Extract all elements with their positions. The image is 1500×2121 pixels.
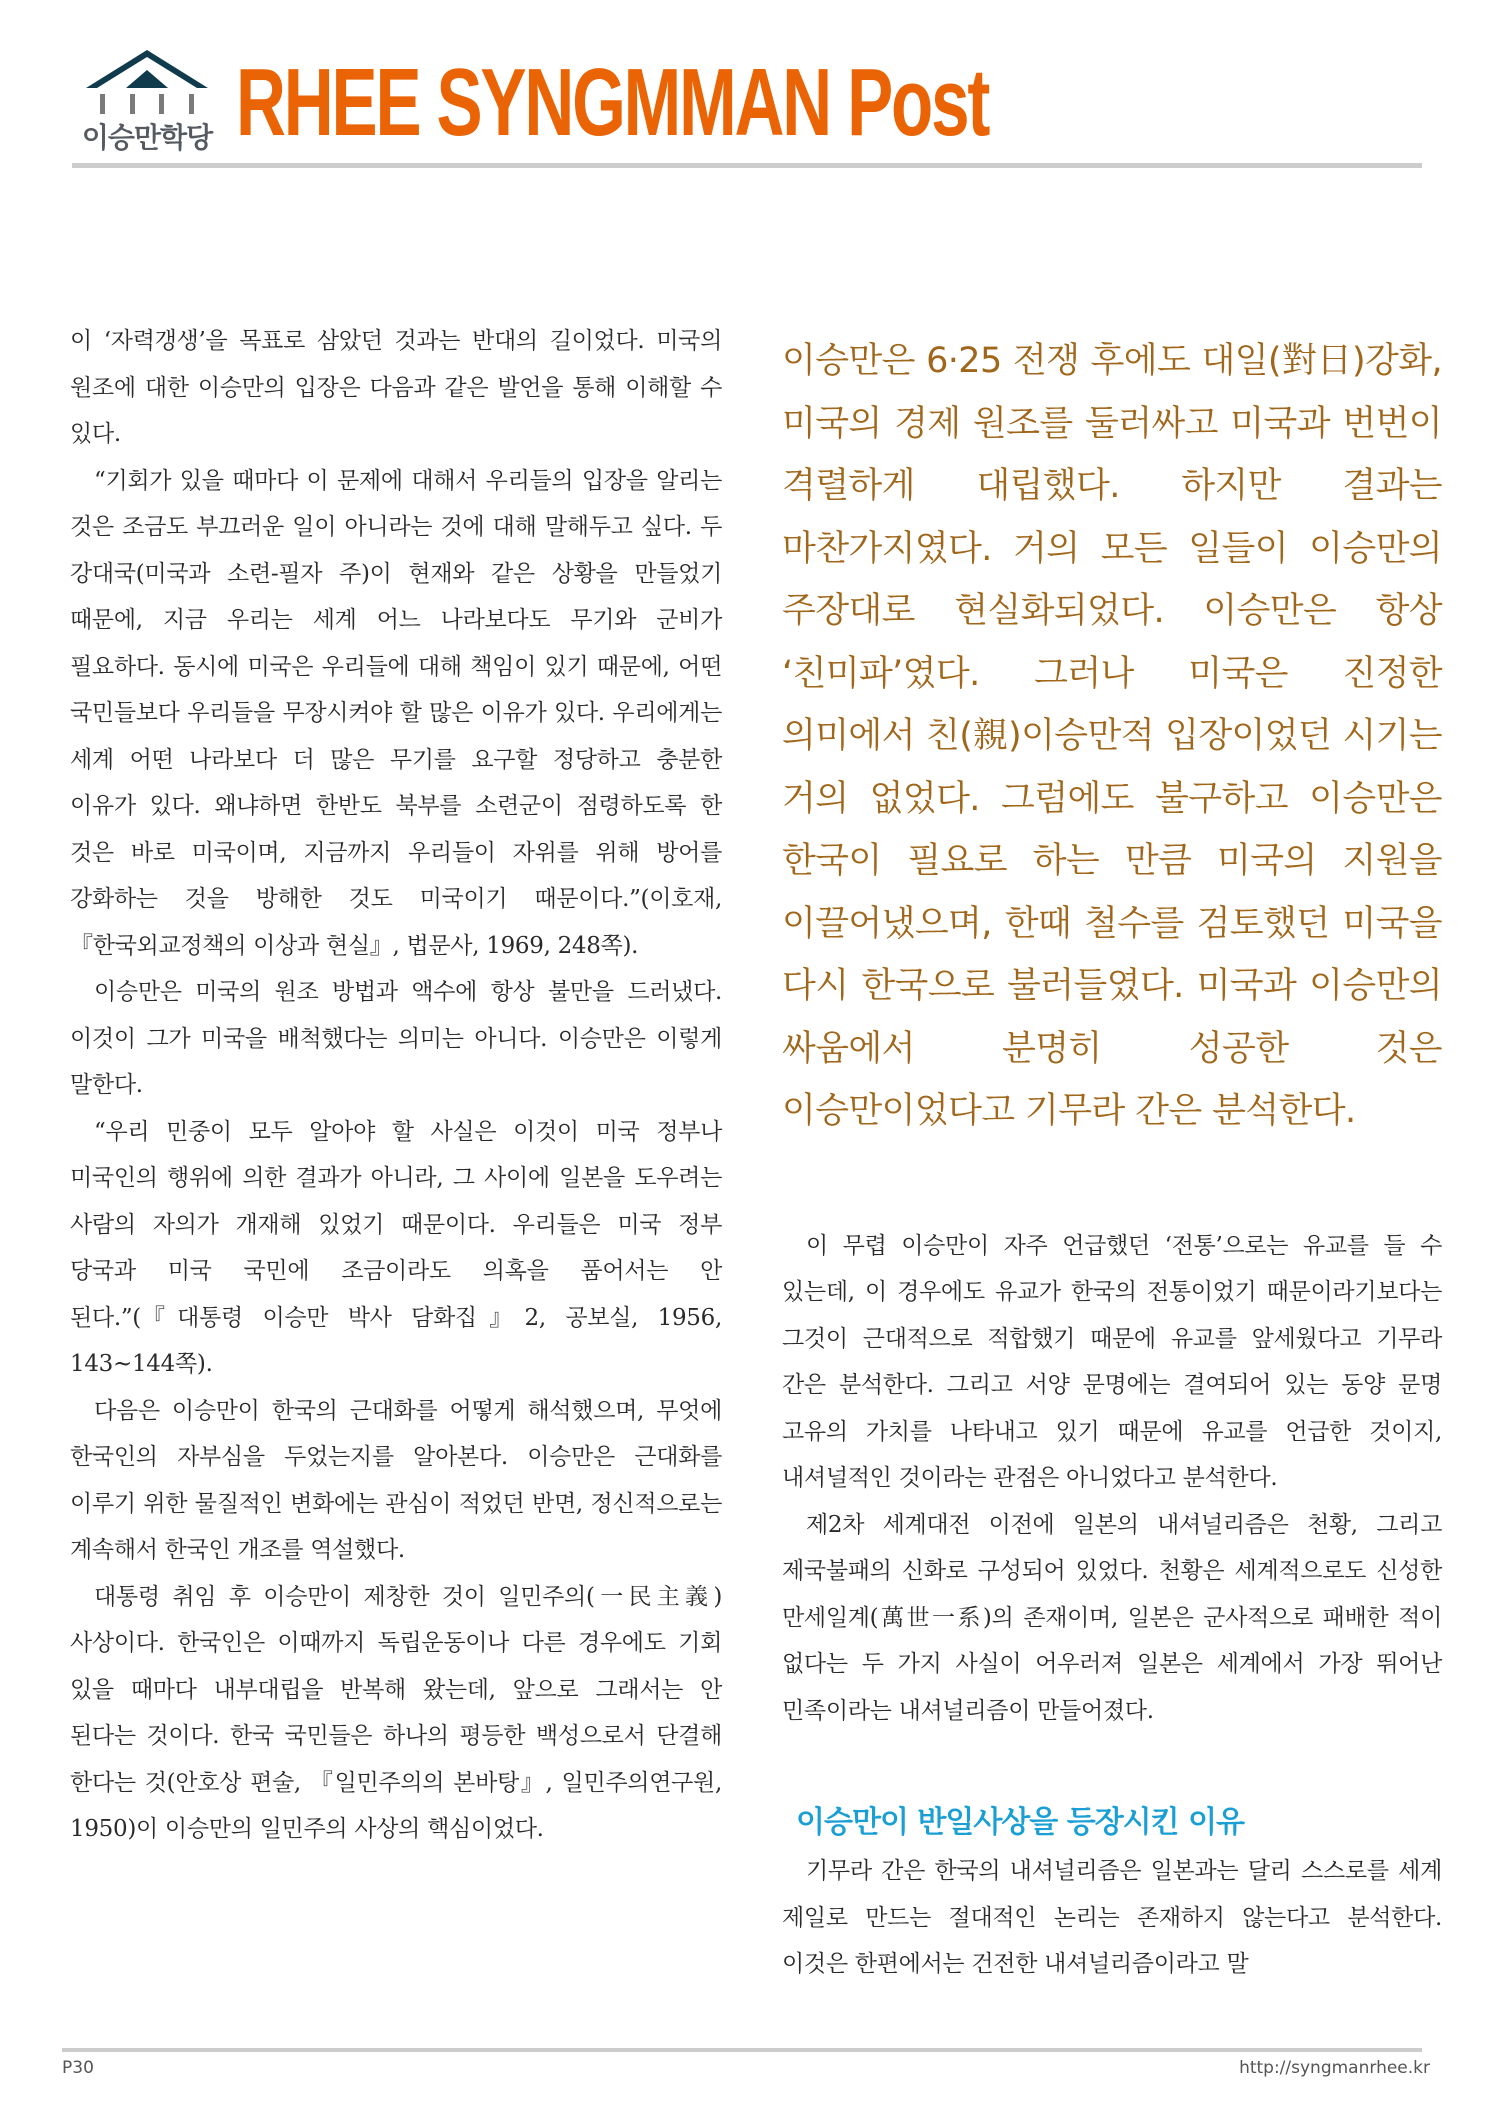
logo-text: 이승만학당 [81,121,213,154]
paragraph: 다음은 이승만이 한국의 근대화를 어떻게 해석했으며, 무엇에 한국인의 자부심을 두었는지를 알아본다. 이승만은 근대화를 이루기 위한 물질적인 변화에는 관심이 적었던 반면, 정신적으로는 계속해서 한국인 개조를 역설했다. [70,1397,722,1563]
paragraph: 이승만은 미국의 원조 방법과 액수에 항상 불만을 드러냈다. 이것이 그가 미국을 배척했다는 의미는 아니다. 이승만은 이렇게 말한다. [70,979,722,1098]
quote-paragraph: “우리 민중이 모두 알아야 할 사실은 이것이 미국 정부나 미국인의 행위에 의한 결과가 아니라, 그 사이에 일본을 도우려는 사람의 자의가 개재해 있었기 때문이다. 우리들은 미국 정부 당국과 미국 국민에 조금이라도 의혹을 품어서는 안 된다.”(『대통령 이승만 박사 담화집』2, 공보실, 1956, 143~144쪽). [70,1118,722,1377]
masthead [72,48,1422,168]
footer-divider [62,2048,1422,2052]
pull-quote: 이승만은 6·25 전쟁 후에도 대일(對日)강화, 미국의 경제 원조를 둘러싸고 미국과 번번이 격렬하게 대립했다. 하지만 결과는 마찬가지였다. 거의 모든 일들이 이승만의 주장대로 현실화되었다. 이승만은 항상 ‘친미파’였다. 그러나 미국은 진정한 의미에서 친(親)이승만적 입장이었던 시기는 거의 없었다. 그럼에도 불구하고 이승만은 한국이 필요로 하는 만큼 미국의 지원을 이끌어냈으며, 한때 철수를 검토했던 미국을 다시 한국으로 불러들였다. 미국과 이승만의 싸움에서 분명히 성공한 것은 이승만이었다고 기무라 간은 분석한다. [782,341,1442,1131]
paragraph: 이 무렵 이승만이 자주 언급했던 ‘전통’으로는 유교를 들 수 있는데, 이 경우에도 유교가 한국의 전통이었기 때문이라기보다는 그것이 근대적으로 적합했기 때문에 유교를 앞세웠다고 기무라 간은 분석한다. 그리고 서양 문명에는 결여되어 있는 동양 문명 고유의 가치를 나타내고 있기 때문에 유교를 언급한 것이지, 내셔널적인 것이라는 관점은 아니었다고 분석한다. [782,1232,1442,1491]
right-column [782,318,1442,1988]
quote-paragraph: “기회가 있을 때마다 이 문제에 대해서 우리들의 입장을 알리는 것은 조금도 부끄러운 일이 아니라는 것에 대해 말해두고 싶다. 두 강대국(미국과 소련-필자 주)이 현재와 같은 상황을 만들었기 때문에, 지금 우리는 세계 어느 나라보다도 무기와 군비가 필요하다. 동시에 미국은 우리들에 대해 책임이 있기 때문에, 어떤 국민들보다 우리들을 무장시켜야 할 많은 이유가 있다. 우리에게는 세계 어떤 나라보다 더 많은 무기를 요구할 정당하고 충분한 이유가 있다. 왜냐하면 한반도 북부를 소련군이 점령하도록 한 것은 바로 미국이며, 지금까지 우리들이 자위를 위해 방어를 강화하는 것을 방해한 것도 미국이기 때문이다.”(이호재, 『한국외교정책의 이상과 현실』, 법문사, 1969, 248쪽). [70,467,722,959]
header-divider [72,163,1422,168]
page-number: P30 [62,2058,94,2078]
paragraph: 대통령 취임 후 이승만이 제창한 것이 일민주의(一民主義) 사상이다. 한국인은 이때까지 독립운동이나 다른 경우에도 기회 있을 때마다 내부대립을 반복해 왔는데, 앞으로 그래서는 안 된다는 것이다. 한국 국민들은 하나의 평등한 백성으로서 단결해 한다는 것(안호상 편술, 『일민주의의 본바탕』, 일민주의연구원, 1950)이 이승만의 일민주의 사상의 핵심이었다. [70,1583,722,1842]
logo [72,48,222,152]
paragraph: 제2차 세계대전 이전에 일본의 내셔널리즘은 천황, 그리고 제국불패의 신화로 구성되어 있었다. 천황은 세계적으로도 신성한 만세일계(萬世一系)의 존재이며, 일본은 군사적으로 패배한 적이 없다는 두 가지 사실이 어우러져 일본은 세계에서 가장 뛰어난 민족이라는 내셔널리즘이 만들어졌다. [782,1511,1442,1724]
academy-building-icon [80,48,214,114]
publication-title: RHEE SYNGMMAN Post [236,49,989,156]
paragraph: 이 ‘자력갱생’을 목표로 삼았던 것과는 반대의 길이었다. 미국의 원조에 대한 이승만의 입장은 다음과 같은 발언을 통해 이해할 수 있다. [70,328,722,447]
site-url-link[interactable]: http://syngmanrhee.kr [1239,2058,1430,2078]
section-heading: 이승만이 반일사상을 등장시킨 이유 [796,1805,1245,1840]
right-body [782,1223,1442,1988]
paragraph: 기무라 간은 한국의 내셔널리즘은 일본과는 달리 스스로를 세계 제일로 만드는 절대적인 논리는 존재하지 않는다고 분석한다. 이것은 한편에서는 건전한 내셔널리즘이라고 말 [782,1858,1442,1977]
left-column [70,318,722,1853]
